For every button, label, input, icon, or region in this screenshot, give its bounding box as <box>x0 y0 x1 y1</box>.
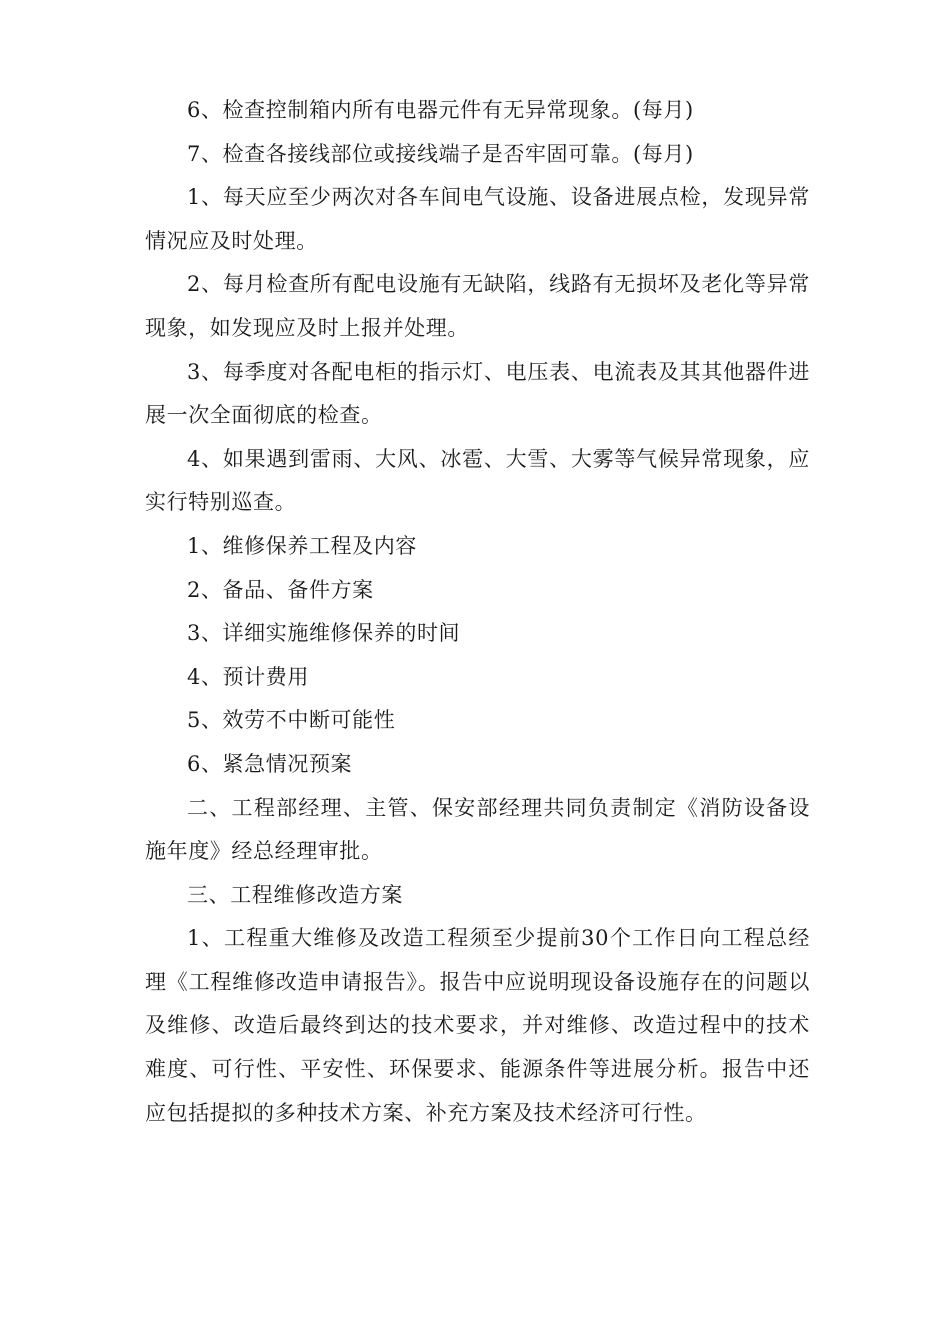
list-item: 6、紧急情况预案 <box>187 751 353 776</box>
list-item: 3、详细实施维修保养的时间 <box>187 621 461 646</box>
paragraph-terminal-check: 7、检查各接线部位或接线端子是否牢固可靠。(每月) <box>187 141 694 166</box>
section-heading-three: 三、工程维修改造方案 <box>187 882 403 907</box>
list-item: 1、维修保养工程及内容 <box>187 533 417 558</box>
paragraph-control-box-check: 6、检查控制箱内所有电器元件有无异常现象。(每月) <box>187 98 694 122</box>
list-item: 5、效劳不中断可能性 <box>187 708 396 733</box>
list-item: 2、备品、备件方案 <box>187 577 374 602</box>
paragraph-section-two: 二、工程部经理、主管、保安部经理共同负责制定《消防设备设施年度》经总经理审批。 <box>145 795 810 864</box>
paragraph-weather-inspection: 4、如果遇到雷雨、大风、冰雹、大雪、大雾等气候异常现象，应实行特别巡查。 <box>145 446 810 515</box>
paragraph-daily-inspection: 1、每天应至少两次对各车间电气设施、设备进展点检，发现异常情况应及时处理。 <box>145 185 810 253</box>
paragraph-monthly-inspection: 2、每月检查所有配电设施有无缺陷，线路有无损坏及老化等异常现象，如发现应及时上报并处理。 <box>145 272 810 340</box>
list-item: 4、预计费用 <box>187 664 309 689</box>
paragraph-renovation-report: 1、工程重大维修及改造工程须至少提前30个工作日向工程总经理《工程维修改造申请报告》。报告中应说明现设备设施存在的问题以及维修、改造后最终到达的技术要求，并对维修、改造过程中的技术难度、可行性、平安性、环保要求、能源条件等进展分析。报告中还应包括提拟的多种技术方案、补充方案及技术经济可行性。 <box>145 926 810 1125</box>
document-body <box>145 89 810 1135</box>
paragraph-quarterly-inspection: 3、每季度对各配电柜的指示灯、电压表、电流表及其其他器件进展一次全面彻底的检查。 <box>145 359 810 428</box>
